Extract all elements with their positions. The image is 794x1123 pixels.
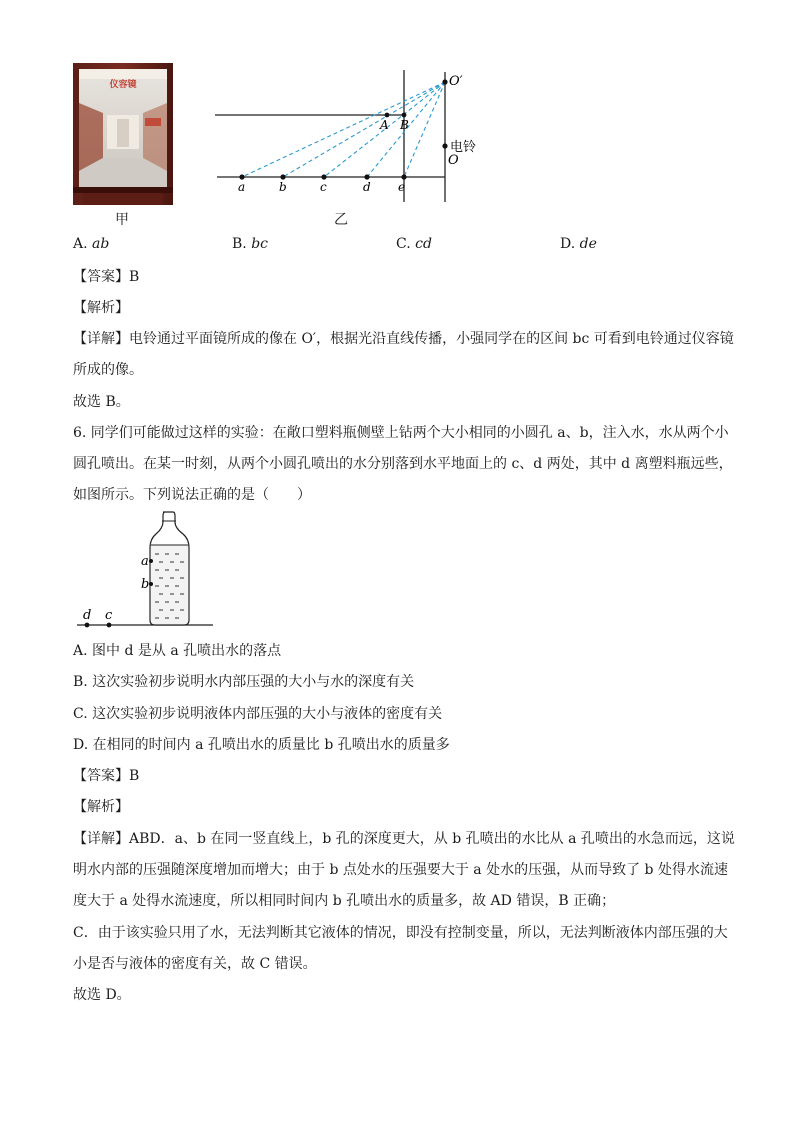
point-a — [239, 174, 244, 179]
q6-detail-line-1: 【详解】ABD．a、b 在同一竖直线上，b 孔的深度更大，从 b 孔喷出的水比从 a 孔喷出的水急而远，这说 — [73, 831, 735, 847]
q5-option-a: A. ab — [73, 236, 110, 252]
q6-answer: 【答案】B — [73, 768, 140, 784]
label-d: d — [83, 608, 92, 623]
q6-stem-line-1: 6. 同学们可能做过这样的实验：在敞口塑料瓶侧壁上钻两个大小相同的小圆孔 a、b，注入水，水从两个小 — [73, 425, 729, 441]
q5-detail-line-1: 【详解】电铃通过平面镜所成的像在 O′，根据光沿直线传播，小强同学在的区间 bc 可看到电铃通过仪容镜 — [73, 331, 734, 347]
light-rays — [242, 82, 445, 177]
point-o — [442, 143, 447, 148]
water-fill — [151, 545, 188, 624]
q6-option-d: D. 在相同的时间内 a 孔喷出水的质量比 b 孔喷出水的质量多 — [73, 737, 450, 753]
q5-answer: 【答案】B — [73, 269, 140, 285]
q6-detail-line-4: C．由于该实验只用了水，无法判断其它液体的情况，即没有控制变量，所以，无法判断液体内部压强的大 — [73, 925, 728, 941]
figure-jia — [73, 63, 173, 205]
label-b: b — [141, 577, 150, 592]
bottle-figure — [73, 508, 218, 630]
q6-detail-line-3: 度大于 a 处得水流速度，所以相同时间内 b 孔喷出水的质量多，故 AD 错误，B 正确； — [73, 893, 616, 909]
label-e: e — [398, 180, 406, 194]
q6-stem-line-2: 圆孔喷出。在某一时刻，从两个小圆孔喷出的水分别落到水平地面上的 c、d 两处，其中 d 离塑料瓶远些， — [73, 456, 733, 472]
ray-a — [242, 82, 445, 177]
ray-e — [404, 82, 445, 177]
hole-a — [149, 559, 153, 563]
point-b — [280, 174, 285, 179]
q5-conclusion: 故选 B。 — [73, 394, 130, 410]
q6-stem-line-3: 如图所示。下列说法正确的是（ ） — [73, 487, 311, 503]
q6-detail-line-5: 小是否与液体的密度有关，故 C 错误。 — [73, 956, 317, 972]
mirror-photo — [73, 63, 173, 205]
label-B: B — [400, 118, 409, 132]
q6-option-c: C. 这次实验初步说明液体内部压强的大小与液体的密度有关 — [73, 706, 443, 722]
figure-yi-caption: 乙 — [334, 212, 348, 228]
ray-b — [283, 82, 445, 177]
figure-yi-ray-diagram — [205, 64, 495, 209]
q5-option-b: B. bc — [232, 236, 269, 252]
point-d — [85, 623, 90, 628]
label-b: b — [279, 180, 287, 194]
label-bell: 电铃 — [450, 140, 477, 155]
label-c: c — [105, 608, 113, 623]
label-d: d — [363, 180, 371, 194]
q5-option-d: D. de — [560, 236, 597, 252]
q5-analysis-heading: 【解析】 — [73, 300, 129, 316]
figure-jia-caption: 甲 — [115, 212, 129, 228]
mirror-sign-text: 仪容镜 — [109, 80, 137, 90]
label-a: a — [238, 180, 246, 194]
label-c: c — [320, 180, 327, 194]
hole-b — [149, 582, 153, 586]
point-e — [401, 174, 406, 179]
label-a: a — [141, 554, 149, 569]
q6-analysis-heading: 【解析】 — [73, 799, 129, 815]
point-c — [321, 174, 326, 179]
q6-option-b: B. 这次实验初步说明水内部压强的大小与水的深度有关 — [73, 674, 415, 690]
point-A — [385, 113, 390, 118]
q5-option-c: C. cd — [396, 236, 432, 252]
label-A: A — [380, 118, 389, 132]
point-c — [107, 623, 112, 628]
label-o: O — [448, 153, 459, 168]
q6-conclusion: 故选 D。 — [73, 987, 131, 1003]
point-d — [364, 174, 369, 179]
q6-option-a: A. 图中 d 是从 a 孔喷出水的落点 — [73, 643, 282, 659]
point-o-prime — [442, 79, 447, 84]
q5-detail-line-2: 所成的像。 — [73, 362, 143, 378]
point-B — [402, 113, 407, 118]
q6-detail-line-2: 明水内部的压强随深度增加而增大；由于 b 点处水的压强要大于 a 处水的压强，从而导致了 b 处得水流速 — [73, 862, 728, 878]
label-o-prime: O′ — [449, 74, 463, 89]
